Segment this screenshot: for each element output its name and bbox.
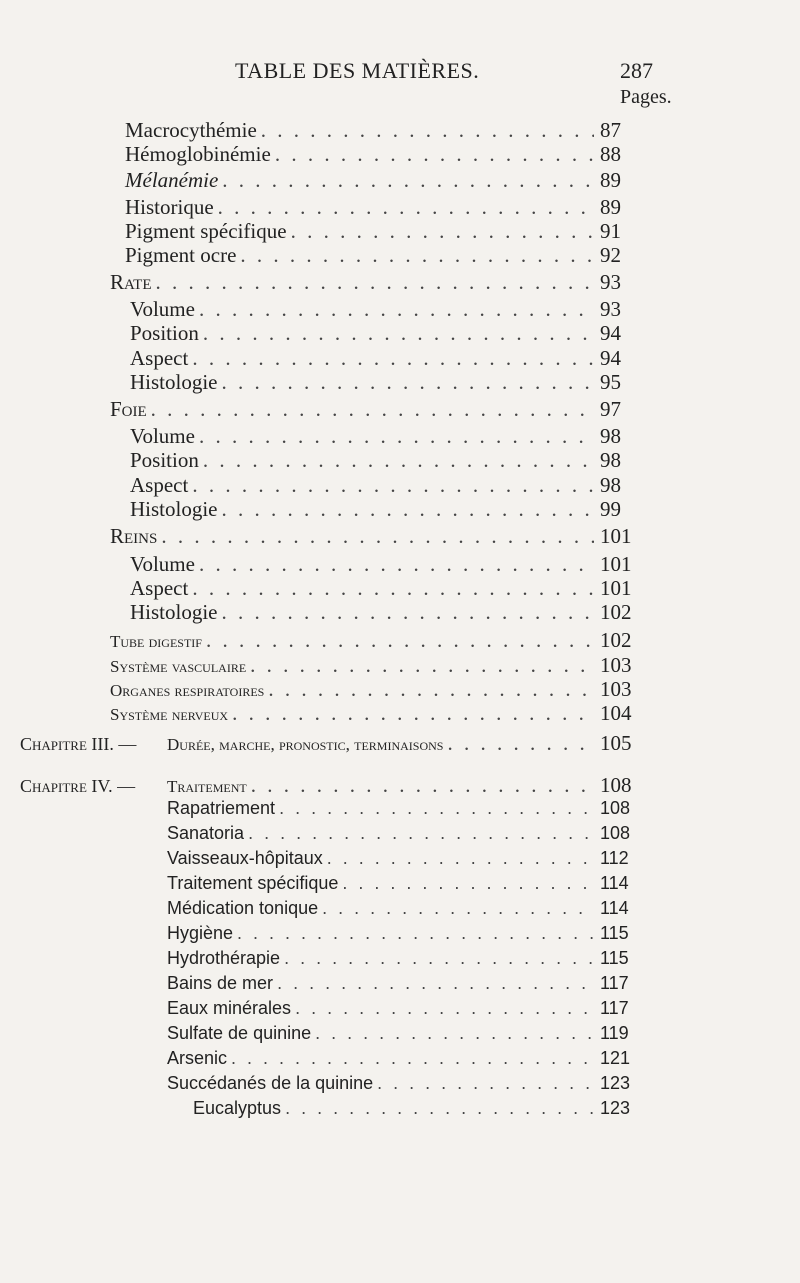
toc-entry <box>20 773 640 797</box>
toc-entry <box>193 1098 640 1122</box>
toc-entry-page: 123 <box>600 1098 631 1118</box>
chapter-label: Chapitre III. — <box>20 734 137 754</box>
toc-entry-label: Aspect <box>130 473 189 497</box>
toc-entry-label: Système vasculaire <box>110 657 247 676</box>
toc-entry <box>110 524 640 548</box>
toc-entry-label: Macrocythémie <box>125 118 257 142</box>
toc-entry-label: Pigment spécifique <box>125 219 287 243</box>
toc-entry-label: Traitement spécifique <box>167 873 339 893</box>
toc-entry-page: 98 <box>600 473 621 497</box>
page-header <box>0 58 800 88</box>
toc-entry <box>110 701 640 725</box>
toc-entry-page: 92 <box>600 243 621 267</box>
toc-entry-label: Durée, marche, pronostic, terminaisons <box>167 735 444 754</box>
toc-entry-label: Volume <box>130 552 195 576</box>
toc-entry <box>130 346 640 370</box>
toc-entry-page: 105 <box>600 731 632 755</box>
toc-entry <box>167 948 640 972</box>
toc-entry-label: Bains de mer <box>167 973 274 993</box>
toc-entry-page: 103 <box>600 653 632 677</box>
toc-entry <box>130 473 640 497</box>
toc-entry-label: Aspect <box>130 346 189 370</box>
toc-entry <box>130 448 640 472</box>
toc-entry-page: 89 <box>600 195 621 219</box>
toc-entry <box>130 424 640 448</box>
toc-entry-label: Traitement <box>167 777 247 796</box>
toc-entry-page: 114 <box>600 873 629 893</box>
page-number: 287 <box>620 58 653 83</box>
toc-entry-page: 108 <box>600 823 631 843</box>
toc-entry <box>167 1023 640 1047</box>
toc-entry-label: Volume <box>130 424 195 448</box>
toc-entry-label: Historique <box>125 195 214 219</box>
toc-entry-label: Arsenic <box>167 1048 228 1068</box>
toc-entry-label: Hémoglobinémie <box>125 142 271 166</box>
toc-entry-page: 101 <box>600 576 632 600</box>
toc-entry-page: 114 <box>600 898 629 918</box>
toc-entry-page: 89 <box>600 168 621 192</box>
toc-entry-page: 108 <box>600 798 631 818</box>
pages-column-label: Pages. <box>620 86 672 108</box>
toc-entry-page: 101 <box>600 552 632 576</box>
toc-entry-label: Rate <box>110 270 152 294</box>
toc-entry-page: 104 <box>600 701 632 725</box>
toc-entry-label: Médication tonique <box>167 898 319 918</box>
toc-entry-label: Aspect <box>130 576 189 600</box>
toc-entry <box>167 1048 640 1072</box>
toc-entry-page: 123 <box>600 1073 631 1093</box>
toc-entry <box>110 397 640 421</box>
toc-entry-page: 98 <box>600 448 621 472</box>
toc-entry <box>130 497 640 521</box>
chapter-label: Chapitre IV. — <box>20 776 136 796</box>
toc-entry-label: Sulfate de quinine <box>167 1023 312 1043</box>
toc-entry-label: Mélanémie <box>125 168 219 192</box>
toc-entry <box>125 195 640 219</box>
toc-entry-label: Système nerveux <box>110 705 229 724</box>
toc-entry-page: 101 <box>600 524 632 548</box>
toc-entry <box>167 998 640 1022</box>
toc-entry-label: Hygiène <box>167 923 234 943</box>
toc-entry-page: 117 <box>600 998 629 1018</box>
toc-entry <box>125 168 640 192</box>
toc-entry <box>110 270 640 294</box>
toc-entry <box>110 653 640 677</box>
toc-entry-label: Vaisseaux-hôpitaux <box>167 848 323 868</box>
toc-entry <box>167 923 640 947</box>
toc-entry-label: Rapatriement <box>167 798 276 818</box>
toc-entry <box>167 848 640 872</box>
toc-entry-label: Foie <box>110 397 147 421</box>
toc-entry <box>110 677 640 701</box>
toc-entry-page: 93 <box>600 270 621 294</box>
toc-entry <box>125 219 640 243</box>
toc-entry-page: 115 <box>600 923 629 943</box>
toc-entry-page: 93 <box>600 297 621 321</box>
toc-entry-page: 108 <box>600 773 632 797</box>
toc-entry-page: 88 <box>600 142 621 166</box>
toc-entry-page: 103 <box>600 677 632 701</box>
toc-entry-page: 97 <box>600 397 621 421</box>
toc-entry-label: Eucalyptus <box>193 1098 282 1118</box>
toc-entry-label: Pigment ocre <box>125 243 237 267</box>
toc-entry-label: Position <box>130 448 199 472</box>
toc-entry-label: Volume <box>130 297 195 321</box>
toc-entry <box>125 118 640 142</box>
toc-entry-page: 112 <box>600 848 629 868</box>
toc-entry-label: Tube digestif <box>110 632 202 651</box>
toc-entry <box>167 898 640 922</box>
toc-entry <box>130 321 640 345</box>
toc-entry-page: 102 <box>600 628 632 652</box>
toc-entry-page: 87 <box>600 118 621 142</box>
toc-entry <box>20 731 640 755</box>
toc-entry <box>167 873 640 897</box>
toc-entry-label: Eaux minérales <box>167 998 292 1018</box>
toc-entry-page: 115 <box>600 948 629 968</box>
toc-entry-label: Hydrothérapie <box>167 948 281 968</box>
toc-entry-label: Sanatoria <box>167 823 245 843</box>
toc-entry-label: Histologie <box>130 600 218 624</box>
toc-entry <box>130 600 640 624</box>
toc-entry <box>125 243 640 267</box>
running-title: TABLE DES MATIÈRES. <box>235 58 480 83</box>
toc-entry-label: Histologie <box>130 370 218 394</box>
toc-entry <box>125 142 640 166</box>
toc-entry-page: 117 <box>600 973 629 993</box>
toc-entry-page: 98 <box>600 424 621 448</box>
toc-entry-page: 119 <box>600 1023 629 1043</box>
toc-entry <box>130 576 640 600</box>
toc-entry-page: 94 <box>600 321 621 345</box>
toc-entry-label: Organes respiratoires <box>110 681 265 700</box>
toc-entry-page: 94 <box>600 346 621 370</box>
toc-entry <box>110 628 640 652</box>
toc-entry <box>130 297 640 321</box>
toc-entry <box>167 823 640 847</box>
toc-entry-label: Histologie <box>130 497 218 521</box>
toc-entry-page: 95 <box>600 370 621 394</box>
toc-entry <box>130 370 640 394</box>
toc-entry-page: 102 <box>600 600 632 624</box>
toc-entry-label: Position <box>130 321 199 345</box>
toc-entry <box>130 552 640 576</box>
toc-entry-page: 99 <box>600 497 621 521</box>
toc-entry-label: Succédanés de la quinine <box>167 1073 374 1093</box>
toc-entry-page: 91 <box>600 219 621 243</box>
toc-entry-page: 121 <box>600 1048 631 1068</box>
toc-entry <box>167 973 640 997</box>
toc-entry <box>167 798 640 822</box>
toc-entry-label: Reins <box>110 524 158 548</box>
toc-entry <box>167 1073 640 1097</box>
